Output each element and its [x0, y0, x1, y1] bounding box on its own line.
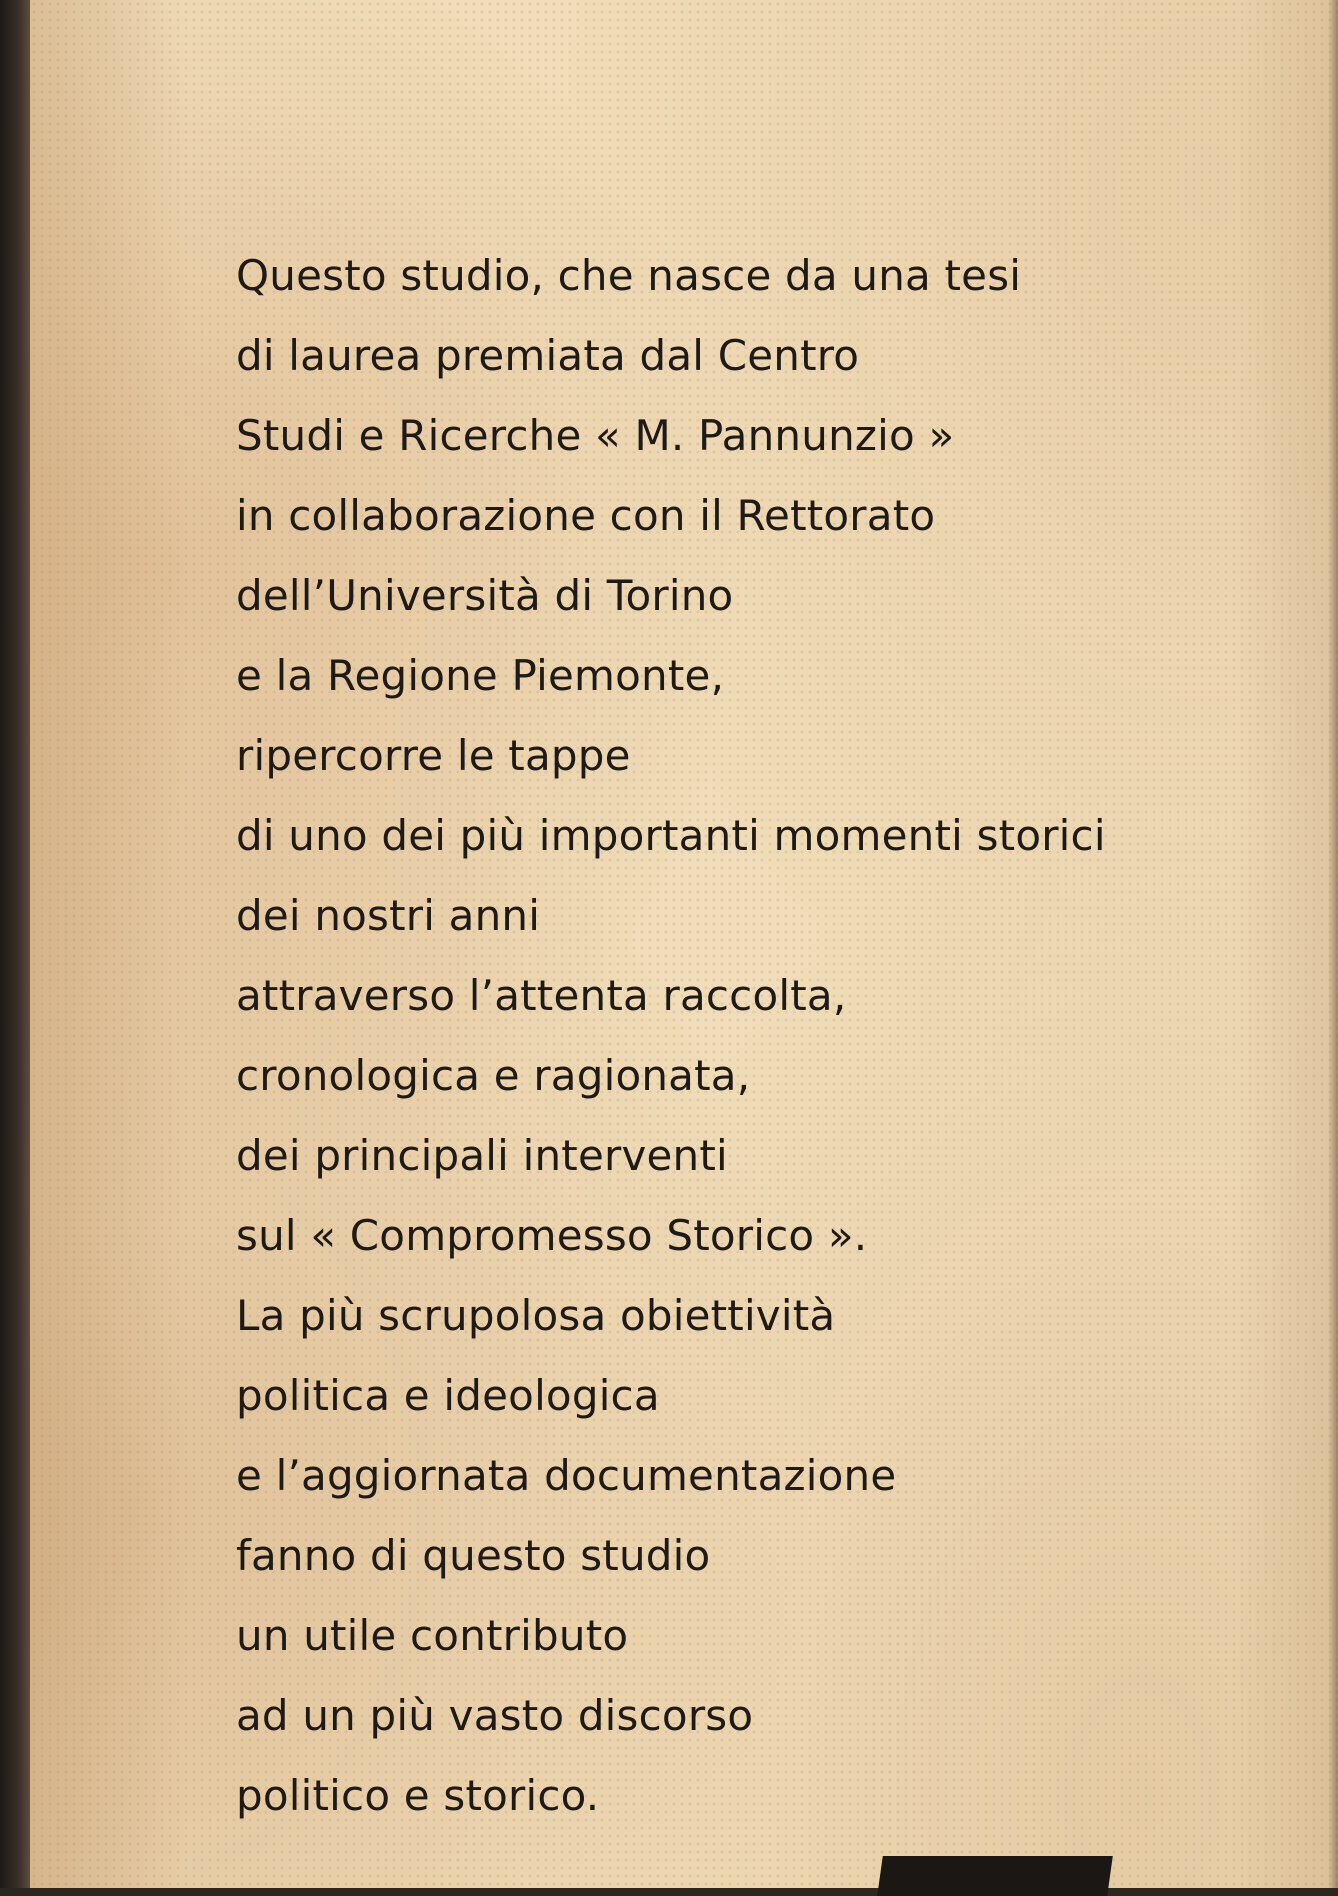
blurb-line: Questo studio, che nasce da una tesi: [236, 251, 1022, 300]
blurb-line: in collaborazione con il Rettorato: [236, 491, 936, 540]
price-sticker-remnant: [877, 1856, 1113, 1896]
blurb-line: fanno di questo studio: [236, 1531, 711, 1580]
blurb-line: ad un più vasto discorso: [236, 1691, 754, 1740]
cover-right-edge: [1328, 0, 1338, 1888]
blurb-line: Studi e Ricerche « M. Pannunzio »: [236, 411, 955, 460]
blurb-line: sul « Compromesso Storico ».: [236, 1211, 868, 1260]
blurb-line: dell’Università di Torino: [236, 571, 734, 620]
blurb-line: politico e storico.: [236, 1771, 600, 1820]
book-spine-edge: [0, 0, 34, 1888]
blurb-line: politica e ideologica: [236, 1371, 660, 1420]
blurb-line: attraverso l’attenta raccolta,: [236, 971, 847, 1020]
blurb-line: ripercorre le tappe: [236, 731, 631, 780]
blurb-line: e l’aggiornata documentazione: [236, 1451, 897, 1500]
blurb-line: cronologica e ragionata,: [236, 1051, 751, 1100]
blurb-line: dei nostri anni: [236, 891, 541, 940]
blurb-line: di laurea premiata dal Centro: [236, 331, 860, 380]
blurb-line: un utile contributo: [236, 1611, 629, 1660]
back-cover-blurb: [236, 236, 1296, 1836]
blurb-line: e la Regione Piemonte,: [236, 651, 725, 700]
blurb-line: di uno dei più importanti momenti storici: [236, 811, 1106, 860]
blurb-line: dei principali interventi: [236, 1131, 728, 1180]
blurb-line: La più scrupolosa obiettività: [236, 1291, 836, 1340]
